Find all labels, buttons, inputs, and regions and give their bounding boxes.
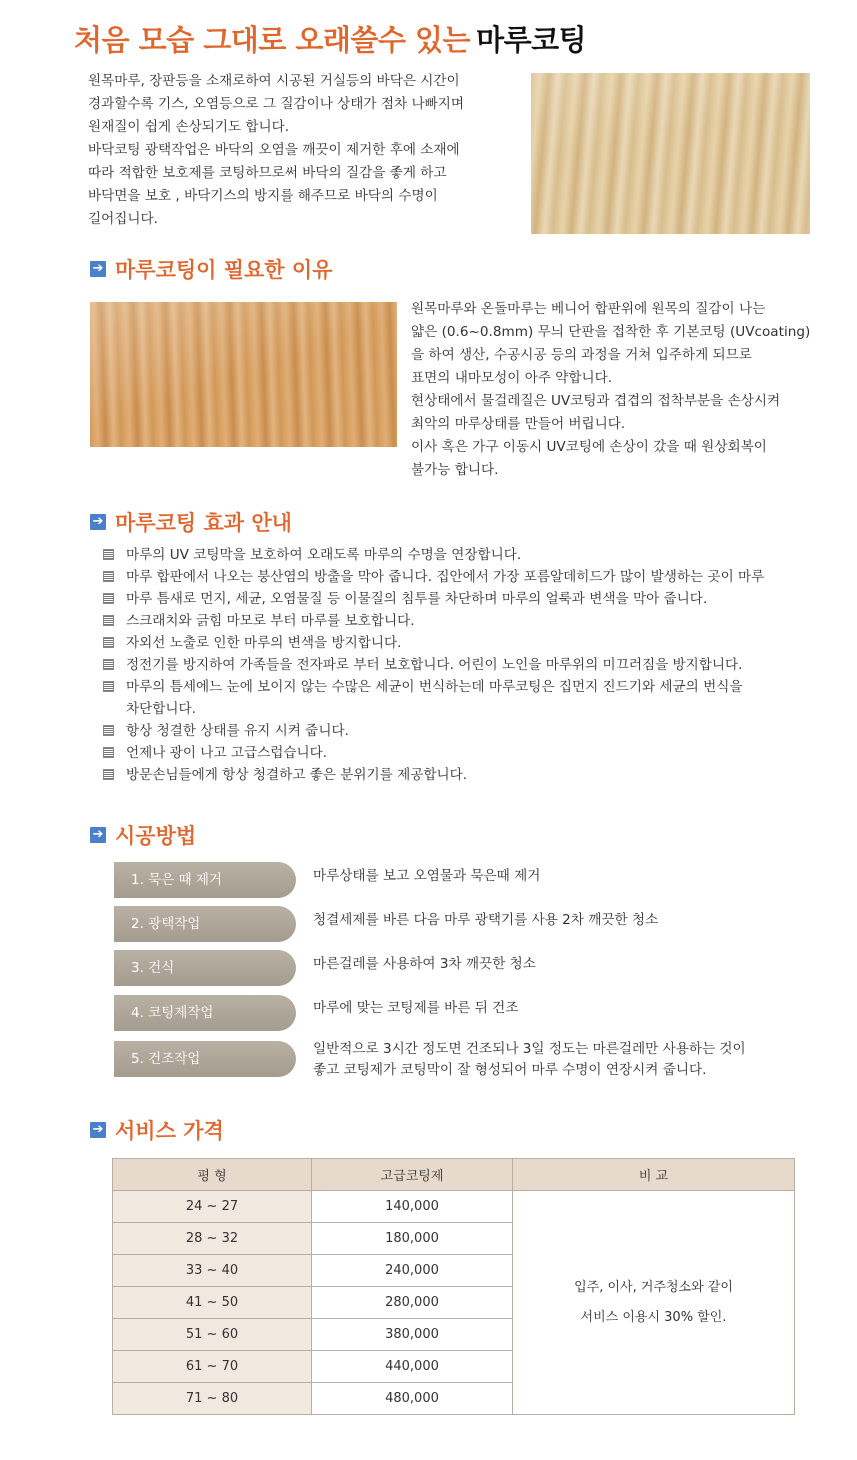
step-label: 2. 광택작업 bbox=[114, 906, 296, 942]
why-line: 표면의 내마모성이 아주 약합니다. bbox=[411, 370, 613, 386]
step-description bbox=[313, 1039, 746, 1081]
step-label: 4. 코팅제작업 bbox=[114, 995, 296, 1031]
step-description-line: 좋고 코팅제가 코팅막이 잘 형성되어 마루 수명이 연장시켜 줍니다. bbox=[313, 1062, 707, 1078]
arrow-right-icon: ➔ bbox=[90, 514, 106, 530]
list-item-text: 자외선 노출로 인한 마루의 변색을 방지합니다. bbox=[126, 635, 402, 651]
page-title bbox=[74, 18, 586, 59]
wood-floor-image-oak bbox=[90, 302, 397, 447]
why-line: 을 하여 생산, 수공시공 등의 과정을 거쳐 입주하게 되므로 bbox=[411, 347, 752, 363]
wood-floor-image-light bbox=[531, 73, 810, 234]
step-description-line: 마루에 맞는 코팅제를 바른 뒤 건조 bbox=[313, 1000, 519, 1016]
step-label: 1. 묵은 때 제거 bbox=[114, 862, 296, 898]
intro-line: 원재질이 쉽게 손상되기도 합니다. bbox=[88, 119, 290, 135]
step-description bbox=[313, 910, 658, 931]
intro-line: 바닥코팅 광택작업은 바닥의 오염을 깨끗이 제거한 후에 소재에 bbox=[88, 142, 460, 158]
list-item-continuation bbox=[103, 698, 764, 720]
discount-note-line: 입주, 이사, 거주청소와 같이 bbox=[574, 1279, 733, 1295]
intro-line: 원목마루, 장판등을 소재로하여 시공된 거실등의 바닥은 시간이 bbox=[88, 73, 460, 89]
grid-bullet-icon bbox=[103, 615, 114, 626]
step-label: 3. 건식 bbox=[114, 950, 296, 986]
step-description bbox=[313, 866, 540, 887]
intro-paragraph bbox=[88, 70, 464, 231]
page-title-main: 마루코팅 bbox=[476, 23, 587, 57]
section-heading-method-label: 시공방법 bbox=[115, 824, 197, 848]
step-description-line: 마루상태를 보고 오염물과 묵은때 제거 bbox=[313, 868, 541, 884]
why-line: 원목마루와 온돌마루는 베니어 합판위에 원목의 질감이 나는 bbox=[411, 301, 766, 317]
list-item-text: 마루의 틈세에느 눈에 보이지 않는 수많은 세균이 번식하는데 마루코팅은 집먼지 진드기와 세균의 번식을 bbox=[126, 679, 743, 695]
column-header: 비 교 bbox=[513, 1159, 795, 1191]
step-label: 5. 건조작업 bbox=[114, 1041, 296, 1077]
why-line: 이사 혹은 가구 이동시 UV코팅에 손상이 갔을 때 원상회복이 bbox=[411, 439, 767, 455]
intro-line: 경과할수록 기스, 오염등으로 그 질감이나 상태가 점차 나빠지며 bbox=[88, 96, 464, 112]
why-line: 최악의 마루상태를 만들어 버립니다. bbox=[411, 416, 626, 432]
why-paragraph bbox=[411, 298, 810, 482]
intro-line: 길어집니다. bbox=[88, 211, 158, 227]
price-cell: 180,000 bbox=[312, 1223, 513, 1255]
step-description-line: 일반적으로 3시간 정도면 건조되나 3일 정도는 마른걸레만 사용하는 것이 bbox=[313, 1041, 746, 1057]
table-header-row bbox=[113, 1159, 795, 1191]
why-line: 얇은 (0.6~0.8mm) 무늬 단판을 접착한 후 기본코팅 (UVcoating) bbox=[411, 324, 811, 340]
size-range-cell: 51 ~ 60 bbox=[113, 1319, 312, 1351]
list-item-text: 정전기를 방지하여 가족들을 전자파로 부터 보호합니다. 어린이 노인을 마루위의 미끄러짐을 방지합니다. bbox=[126, 657, 743, 673]
section-heading-price-label: 서비스 가격 bbox=[115, 1119, 224, 1143]
list-item-text: 항상 청결한 상태를 유지 시켜 줍니다. bbox=[126, 723, 349, 739]
arrow-right-icon: ➔ bbox=[90, 261, 106, 277]
intro-line: 따라 적합한 보호제를 코팅하므로써 바닥의 질감을 좋게 하고 bbox=[88, 165, 447, 181]
list-item bbox=[103, 654, 764, 676]
column-header: 평 형 bbox=[113, 1159, 312, 1191]
grid-bullet-icon bbox=[103, 593, 114, 604]
grid-bullet-icon bbox=[103, 747, 114, 758]
size-range-cell: 61 ~ 70 bbox=[113, 1351, 312, 1383]
price-cell: 440,000 bbox=[312, 1351, 513, 1383]
list-item bbox=[103, 544, 764, 566]
list-item bbox=[103, 588, 764, 610]
list-item-text: 마루 틈새로 먼지, 세균, 오염물질 등 이물질의 침투를 차단하며 마루의 얼룩과 변색을 막아 줍니다. bbox=[126, 591, 708, 607]
grid-bullet-icon bbox=[103, 725, 114, 736]
discount-note bbox=[513, 1191, 795, 1415]
why-line: 현상태에서 물걸레질은 UV코팅과 겹겹의 접착부분을 손상시켜 bbox=[411, 393, 781, 409]
grid-bullet-icon bbox=[103, 681, 114, 692]
table-row bbox=[113, 1191, 795, 1223]
step-description bbox=[313, 998, 518, 1019]
price-cell: 140,000 bbox=[312, 1191, 513, 1223]
arrow-right-icon: ➔ bbox=[90, 827, 106, 843]
size-range-cell: 24 ~ 27 bbox=[113, 1191, 312, 1223]
effects-list bbox=[103, 544, 764, 786]
grid-bullet-icon bbox=[103, 549, 114, 560]
list-item-text: 방문손님들에게 항상 청결하고 좋은 분위기를 제공합니다. bbox=[126, 767, 468, 783]
list-item-text: 마루의 UV 코팅막을 보호하여 오래도록 마루의 수명을 연장합니다. bbox=[126, 547, 522, 563]
step-description-line: 마른걸레를 사용하여 3차 깨끗한 청소 bbox=[313, 956, 536, 972]
step-description bbox=[313, 954, 536, 975]
size-range-cell: 71 ~ 80 bbox=[113, 1383, 312, 1415]
price-cell: 480,000 bbox=[312, 1383, 513, 1415]
section-heading-why-label: 마루코팅이 필요한 이유 bbox=[115, 258, 333, 282]
list-item bbox=[103, 610, 764, 632]
price-cell: 380,000 bbox=[312, 1319, 513, 1351]
price-table bbox=[112, 1158, 795, 1415]
discount-note-line: 서비스 이용시 30% 할인. bbox=[580, 1309, 727, 1325]
list-item bbox=[103, 632, 764, 654]
grid-bullet-icon bbox=[103, 659, 114, 670]
grid-bullet-icon bbox=[103, 571, 114, 582]
intro-line: 바닥면을 보호 , 바닥기스의 방지를 해주므로 바닥의 수명이 bbox=[88, 188, 438, 204]
grid-bullet-icon bbox=[103, 769, 114, 780]
list-item-text: 마루 합판에서 나오는 붕산염의 방출을 막아 줍니다. 집안에서 가장 포름알데히드가 많이 발생하는 곳이 마루 bbox=[126, 569, 765, 585]
size-range-cell: 28 ~ 32 bbox=[113, 1223, 312, 1255]
price-cell: 240,000 bbox=[312, 1255, 513, 1287]
section-heading-effects-label: 마루코팅 효과 안내 bbox=[115, 511, 292, 535]
list-item bbox=[103, 764, 764, 786]
list-item bbox=[103, 742, 764, 764]
section-heading-method bbox=[90, 820, 196, 850]
why-line: 불가능 합니다. bbox=[411, 462, 499, 478]
section-heading-price bbox=[90, 1115, 224, 1145]
list-item-text: 스크래치와 긁힘 마모로 부터 마루를 보호합니다. bbox=[126, 613, 415, 629]
list-item bbox=[103, 566, 764, 588]
page-title-prefix: 처음 모습 그대로 오래쓸수 있는 bbox=[74, 23, 471, 57]
list-item bbox=[103, 676, 764, 698]
section-heading-why bbox=[90, 254, 332, 284]
step-description-line: 청결세제를 바른 다음 마루 광택기를 사용 2차 깨끗한 청소 bbox=[313, 912, 659, 928]
arrow-right-icon: ➔ bbox=[90, 1122, 106, 1138]
size-range-cell: 41 ~ 50 bbox=[113, 1287, 312, 1319]
list-item bbox=[103, 720, 764, 742]
list-item-text: 언제나 광이 나고 고급스럽습니다. bbox=[126, 745, 328, 761]
column-header: 고급코팅제 bbox=[312, 1159, 513, 1191]
section-heading-effects bbox=[90, 507, 292, 537]
price-cell: 280,000 bbox=[312, 1287, 513, 1319]
grid-bullet-icon bbox=[103, 637, 114, 648]
size-range-cell: 33 ~ 40 bbox=[113, 1255, 312, 1287]
list-item-text: 차단합니다. bbox=[126, 701, 196, 717]
